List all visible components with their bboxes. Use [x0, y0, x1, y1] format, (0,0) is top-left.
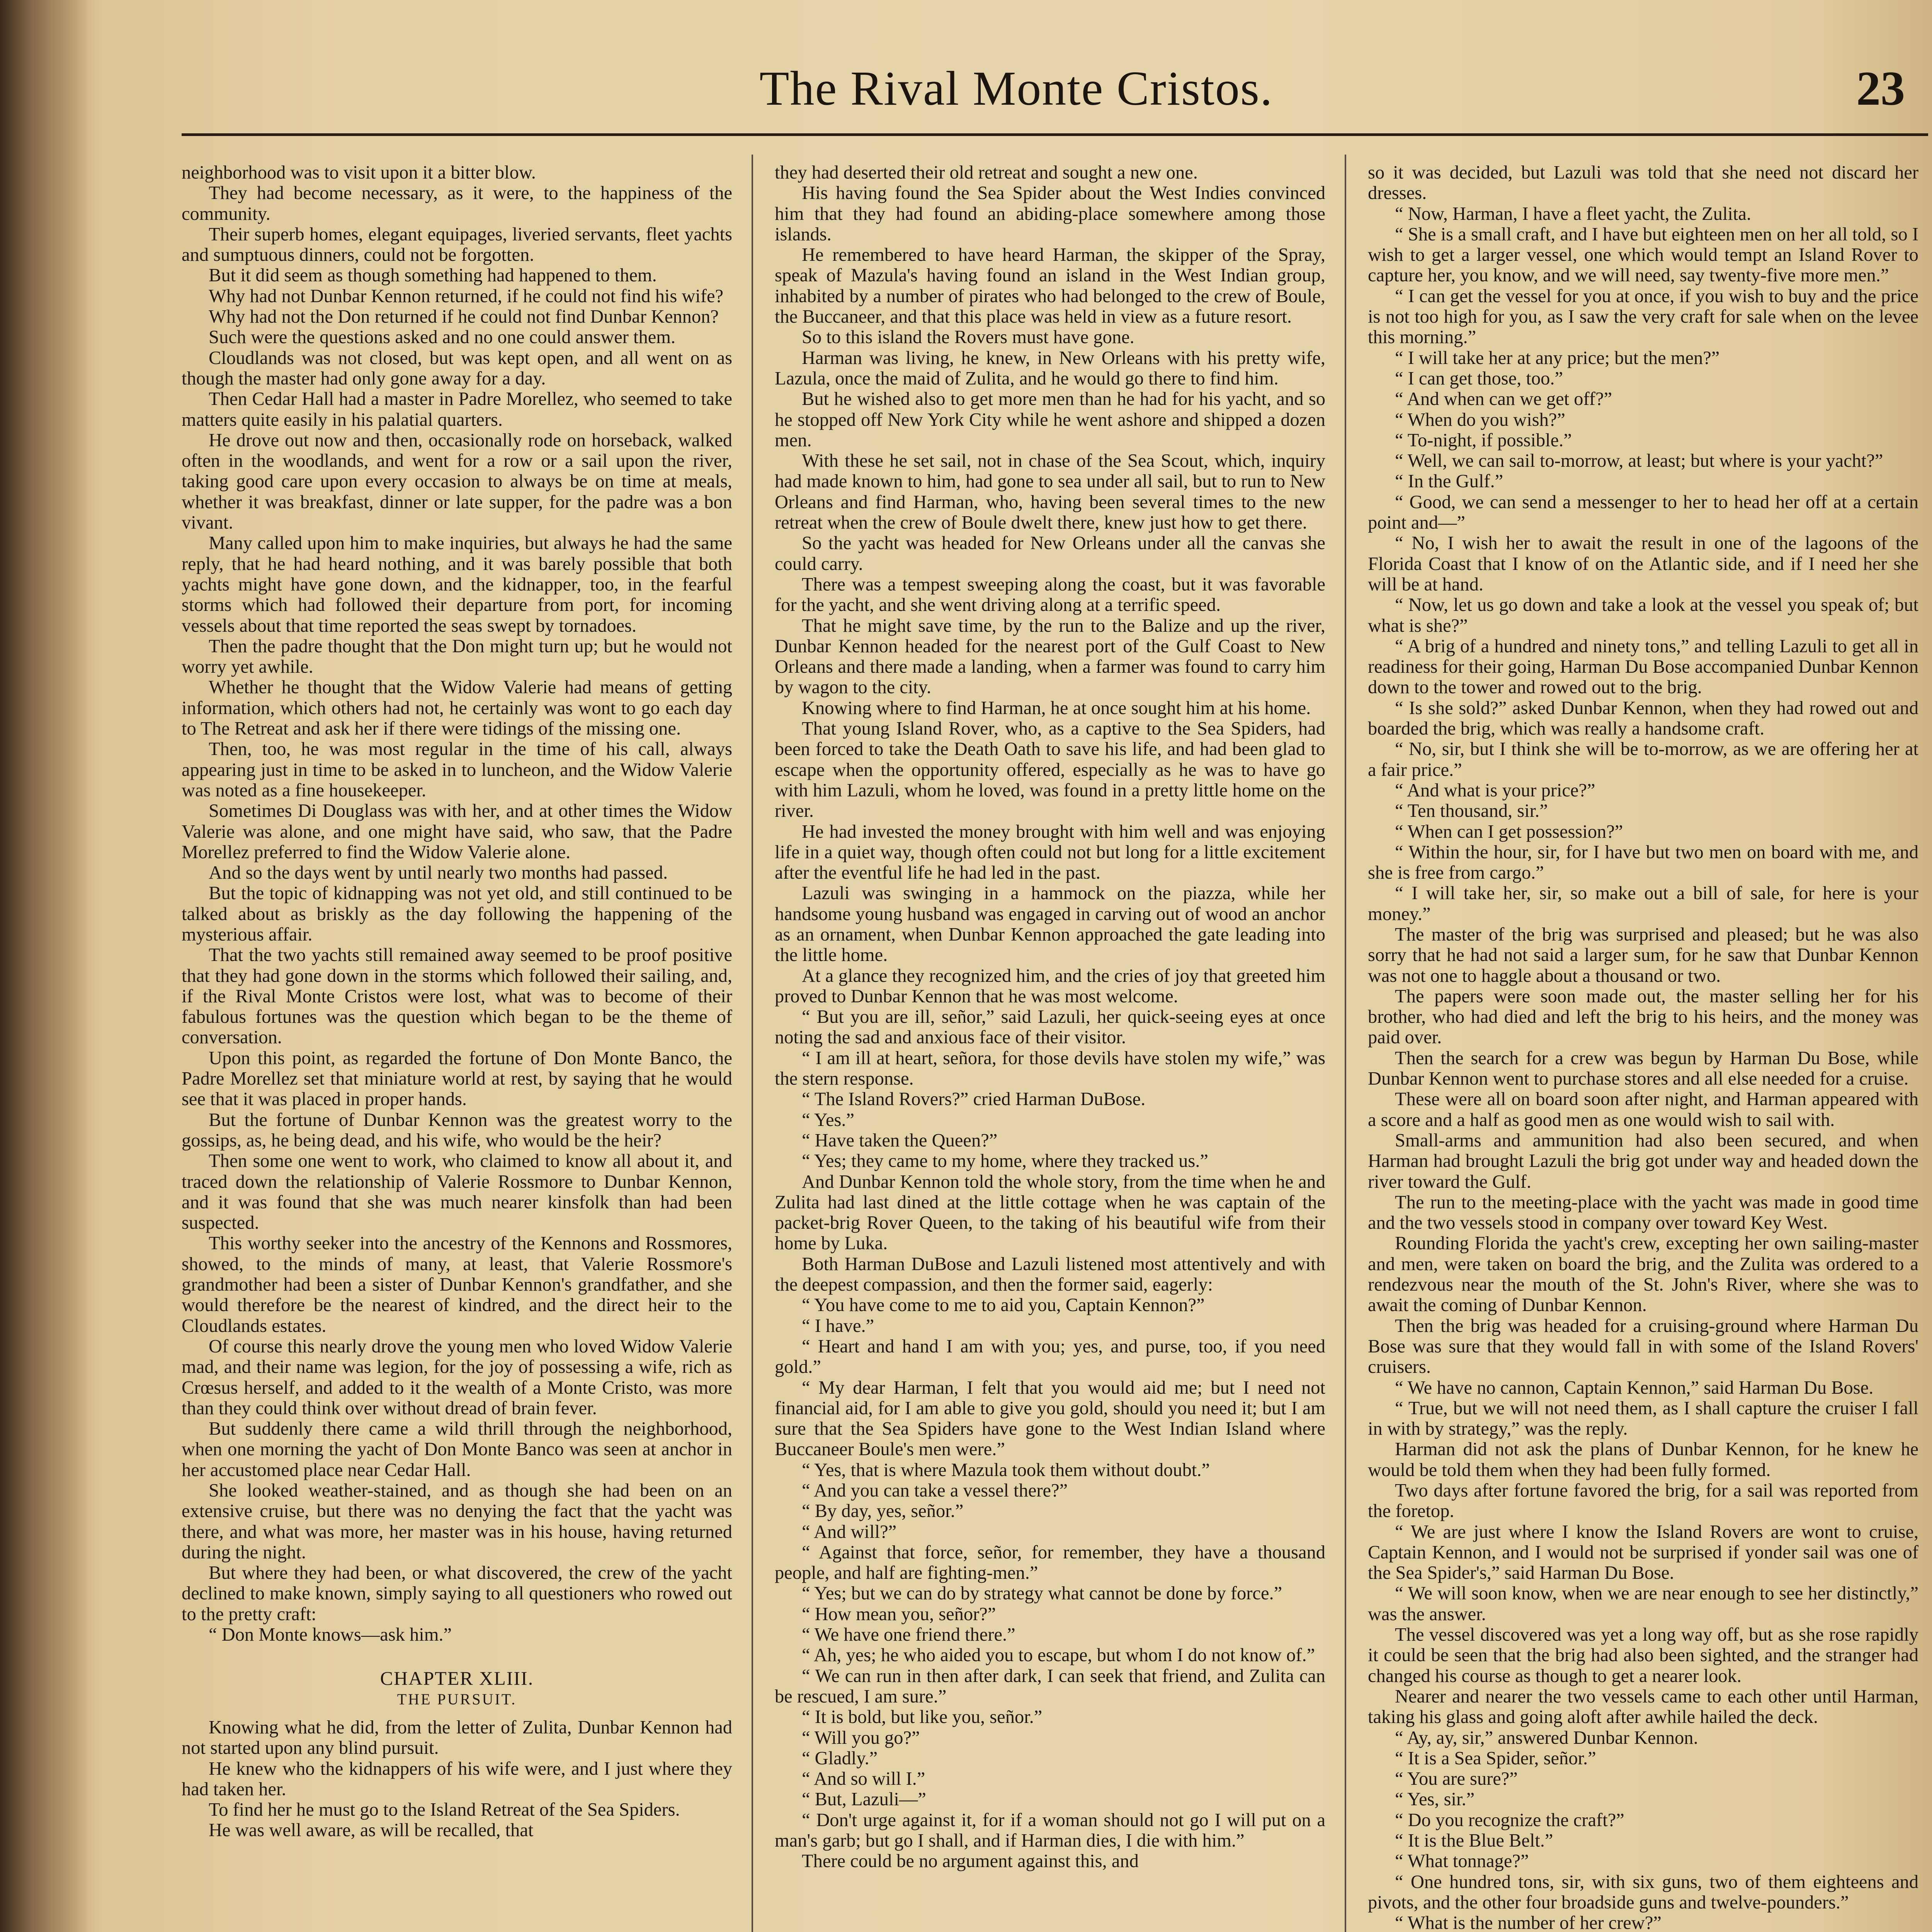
paragraph: The run to the meeting-place with the yacht was made in good time and the two vessels stood in company over toward Key West.: [1368, 1192, 1918, 1233]
paragraph: Many called upon him to make inquiries, but always he had the same reply, that he had heard nothing, and it was barely possible that both yachts might have gone down, and the kidnapper, too, in the fearful storms which had followed their departure from port, for incoming vessels about that time reported the seas swept by tornadoes.: [182, 533, 732, 636]
paragraph: “ I will take her, sir, so make out a bill of sale, for here is your money.”: [1368, 883, 1918, 924]
header-rule: [182, 133, 1928, 136]
paragraph: “ To-night, if possible.”: [1395, 430, 1572, 451]
paragraph: “ When do you wish?”: [1395, 409, 1565, 430]
paragraph: “ Ah, yes; he who aided you to escape, but whom I do not know of.”: [802, 1645, 1315, 1666]
paragraph: “ But, Lazuli—”: [802, 1789, 926, 1810]
paragraph: “ I can get the vessel for you at once, if you wish to buy and the price is not too high for you, as I saw the very craft for sale when on the levee this morning.”: [1368, 286, 1918, 348]
paragraph: Knowing where to find Harman, he at once sought him at his home.: [802, 697, 1311, 718]
paragraph: And Dunbar Kennon told the whole story, from the time when he and Zulita had last dined at the little cottage when he was captain of the packet-brig Rover Queen, to the taking of his beautiful wife from their home by Luka.: [775, 1171, 1325, 1254]
paragraph: The vessel discovered was yet a long way off, but as she rose rapidly it could be seen that the brig had also been sighted, and the stranger had changed his course as though to get a nearer look.: [1368, 1624, 1918, 1686]
paragraph: But suddenly there came a wild thrill through the neighborhood, when one morning the yacht of Don Monte Banco was seen at anchor in her accustomed place near Cedar Hall.: [182, 1418, 732, 1480]
magazine-page: [97, 0, 1932, 1932]
paragraph: Two days after fortune favored the brig, for a sail was reported from the foretop.: [1368, 1480, 1918, 1522]
paragraph: “ Yes; they came to my home, where they tracked us.”: [802, 1151, 1208, 1172]
paragraph: “ I will take her at any price; but the men?”: [1395, 347, 1720, 368]
paragraph: “ Ten thousand, sir.”: [1395, 801, 1548, 821]
paragraph: “ A brig of a hundred and ninety tons,” and telling Lazuli to get all in readiness for their going, Harman Du Bose accompanied Dunbar Kennon down to the tower and rowed out to the brig.: [1368, 636, 1918, 698]
paragraph: Upon this point, as regarded the fortune of Don Monte Banco, the Padre Morellez set that miniature world at rest, by saying that he would see that it was placed in proper hands.: [182, 1048, 732, 1110]
paragraph: There could be no argument against this, and: [802, 1851, 1139, 1872]
paragraph: But he wished also to get more men than he had for his yacht, and so he stopped off New York City while he went ashore and shipped a dozen men.: [775, 389, 1325, 451]
paragraph: Why had not the Don returned if he could not find Dunbar Kennon?: [209, 306, 719, 327]
paragraph: “ Yes; but we can do by strategy what cannot be done by force.”: [802, 1583, 1282, 1604]
paragraph: “ Now, Harman, I have a fleet yacht, the Zulita.: [1395, 203, 1751, 224]
paragraph: “ Within the hour, sir, for I have but two men on board with me, and she is free from cargo.”: [1368, 842, 1918, 883]
paragraph: “ Yes, that is where Mazula took them without doubt.”: [802, 1459, 1210, 1480]
paragraph: But it did seem as though something had happened to them.: [209, 265, 657, 286]
paragraph: Knowing what he did, from the letter of Zulita, Dunbar Kennon had not started upon any blind pursuit.: [182, 1717, 732, 1759]
paragraph: “ We are just where I know the Island Rovers are wont to cruise, Captain Kennon, and I would not be surprised if yonder sail was one of the Sea Spider's,” said Harman Du Bose.: [1368, 1521, 1918, 1583]
paragraph: “ I have.”: [802, 1315, 874, 1336]
paragraph: That he might save time, by the run to the Balize and up the river, Dunbar Kennon headed for the nearest port of the Gulf Coast to New Orleans and there made a landing, when a farmer was found to carry him by wagon to the city.: [775, 615, 1325, 698]
paragraph: “ How mean you, señor?”: [802, 1604, 996, 1624]
paragraph: “ Is she sold?” asked Dunbar Kennon, when they had rowed out and boarded the brig, which was really a handsome craft.: [1368, 697, 1918, 739]
paragraph: “ Good, we can send a messenger to her to head her off at a certain point and—”: [1368, 492, 1918, 533]
paragraph: “ You have come to me to aid you, Captain Kennon?”: [802, 1295, 1205, 1316]
paragraph: “ She is a small craft, and I have but eighteen men on her all told, so I wish to get a larger vessel, one which would tempt an Island Rover to capture her, you know, and we will need, say twenty-five more men.”: [1368, 224, 1918, 286]
paragraph: Why had not Dunbar Kennon returned, if he could not find his wife?: [209, 286, 724, 306]
paragraph: Harman was living, he knew, in New Orleans with his pretty wife, Lazula, once the maid of Zulita, and he would go there to find him.: [775, 347, 1325, 389]
paragraph: He drove out now and then, occasionally rode on horseback, walked often in the woodlands, and went for a row or a sail upon the river, taking good care upon every occasion to always be on time at meals, whether it was breakfast, dinner or late supper, for the padre was a bon vivant.: [182, 430, 732, 533]
paragraph: “ Well, we can sail to-morrow, at least; but where is your yacht?”: [1395, 451, 1883, 471]
column-1: [182, 162, 732, 1932]
paragraph: Then, too, he was most regular in the time of his call, always appearing just in time to be asked in to luncheon, and the Widow Valerie was noted as a fine housekeeper.: [182, 739, 732, 801]
paragraph: Of course this nearly drove the young men who loved Widow Valerie mad, and their name was legion, for the joy of possessing a wife, rich as Crœsus herself, and added to it the wealth of a Monte Cristo, was more than they could think over without dread of brain fever.: [182, 1336, 732, 1418]
paragraph: Lazuli was swinging in a hammock on the piazza, while her handsome young husband was engaged in carving out of wood an anchor as an ornament, when Dunbar Kennon approached the gate leading into the little home.: [775, 883, 1325, 966]
paragraph: He was well aware, as will be recalled, that: [209, 1820, 534, 1841]
paragraph: “ I am ill at heart, señora, for those devils have stolen my wife,” was the stern response.: [775, 1048, 1325, 1089]
paragraph: “ My dear Harman, I felt that you would aid me; but I need not financial aid, for I am able to give you gold, should you need it; but I am sure that the Sea Spiders have gone to the West Indian Island where Buccaneer Boule's men were.”: [775, 1377, 1325, 1460]
paragraph: “ No, I wish her to await the result in one of the lagoons of the Florida Coast that I know of on the Atlantic side, and if I need her she will be at hand.: [1368, 533, 1918, 595]
paragraph: He remembered to have heard Harman, the skipper of the Spray, speak of Mazula's having found an island in the West Indian group, inhabited by a number of pirates who had belonged to the crew of Boule, the Buccaneer, and that this place was held in view as a future resort.: [775, 245, 1325, 327]
paragraph: they had deserted their old retreat and sought a new one.: [775, 162, 1198, 183]
paragraph: “ By day, yes, señor.”: [802, 1501, 964, 1522]
paragraph: “ You are sure?”: [1395, 1769, 1518, 1789]
paragraph: “ Do you recognize the craft?”: [1395, 1810, 1624, 1830]
paragraph: Their superb homes, elegant equipages, liveried servants, fleet yachts and sumptuous dinners, could not be forgotten.: [182, 224, 732, 265]
paragraph: But the topic of kidnapping was not yet old, and still continued to be talked about as briskly as the day following the happening of the mysterious affair.: [182, 883, 732, 945]
paragraph: With these he set sail, not in chase of the Sea Scout, which, inquiry had made known to him, had gone to sea under all sail, but to run to New Orleans and find Harman, who, having been several times to the new retreat when the crew of Boule dwelt there, knew just how to get there.: [775, 451, 1325, 533]
paragraph: There was a tempest sweeping along the coast, but it was favorable for the yacht, and she went driving along at a terrific speed.: [775, 574, 1325, 616]
column-divider: [1345, 155, 1346, 1932]
chapter-subtitle: THE PURSUIT.: [397, 1690, 517, 1708]
paragraph: “ What is the number of her crew?”: [1395, 1913, 1662, 1932]
paragraph: “ Will you go?”: [802, 1727, 920, 1748]
paragraph: Rounding Florida the yacht's crew, excepting her own sailing-master and men, were taken on board the brig, and the Zulita was ordered to a rendezvous near the mouth of the St. John's River, where she was to await the coming of Dunbar Kennon.: [1368, 1233, 1918, 1316]
paragraph: “ What tonnage?”: [1395, 1851, 1529, 1872]
paragraph: Such were the questions asked and no one could answer them.: [209, 327, 676, 348]
paragraph: The master of the brig was surprised and pleased; but he was also sorry that he had not said a larger sum, for he saw that Dunbar Kennon was not one to haggle about a thousand or two.: [1368, 924, 1918, 986]
paragraph: Then the brig was headed for a cruising-ground where Harman Du Bose was sure that they would fall in with some of the Island Rovers' cruisers.: [1368, 1315, 1918, 1378]
paragraph: “ We have one friend there.”: [802, 1624, 1015, 1645]
column-2: [775, 162, 1325, 1932]
paragraph: Then some one went to work, who claimed to know all about it, and traced down the relationship of Valerie Rossmore to Dunbar Kennon, and it was found that she was much nearer kinsfolk than had been suspected.: [182, 1151, 732, 1233]
paragraph: “ We can run in then after dark, I can seek that friend, and Zulita can be rescued, I am sure.”: [775, 1665, 1325, 1707]
paragraph: “ But you are ill, señor,” said Lazuli, her quick-seeing eyes at once noting the sad and anxious face of their visitor.: [775, 1007, 1325, 1048]
paragraph: “ Don Monte knows—ask him.”: [209, 1624, 452, 1645]
column-divider: [752, 155, 753, 1932]
paragraph: At a glance they recognized him, and the cries of joy that greeted him proved to Dunbar Kennon that he was most welcome.: [775, 965, 1325, 1007]
paragraph: So the yacht was headed for New Orleans under all the canvas she could carry.: [775, 533, 1325, 574]
page-number: 23: [1856, 62, 1905, 116]
paragraph: And so the days went by until nearly two months had passed.: [209, 862, 668, 883]
paragraph: “ Yes, sir.”: [1395, 1789, 1475, 1810]
paragraph: Then the padre thought that the Don might turn up; but he would not worry yet awhile.: [182, 636, 732, 677]
paragraph: He had invested the money brought with him well and was enjoying life in a quiet way, though often could not but long for a little excitement after the eventful life he had led in the past.: [775, 821, 1325, 883]
paragraph: To find her he must go to the Island Retreat of the Sea Spiders.: [209, 1799, 680, 1820]
paragraph: “ I can get those, too.”: [1395, 368, 1563, 389]
paragraph: “ Against that force, señor, for remember, they have a thousand people, and half are fighting-men.”: [775, 1542, 1325, 1583]
paragraph: “ And so will I.”: [802, 1769, 925, 1789]
paragraph: “ When can I get possession?”: [1395, 821, 1623, 842]
running-title: The Rival Monte Cristos.: [759, 62, 1273, 116]
paragraph: Then Cedar Hall had a master in Padre Morellez, who seemed to take matters quite easily in his palatial quarters.: [182, 389, 732, 430]
paragraph: “ Don't urge against it, for if a woman should not go I will put on a man's garb; but go I shall, and if Harman dies, I die with him.”: [775, 1810, 1325, 1851]
book-binding-edge: [0, 0, 89, 1932]
paragraph: They had become necessary, as it were, to the happiness of the community.: [182, 183, 732, 224]
paragraph: He knew who the kidnappers of his wife were, and I just where they had taken her.: [182, 1758, 732, 1799]
paragraph: “ Have taken the Queen?”: [802, 1130, 998, 1151]
paragraph: “ It is a Sea Spider, señor.”: [1395, 1748, 1596, 1769]
chapter-title: CHAPTER XLIII.: [380, 1667, 534, 1689]
paragraph: “ And what is your price?”: [1395, 780, 1595, 801]
paragraph: Harman did not ask the plans of Dunbar Kennon, for he knew he would be told them when they had been fully formed.: [1368, 1439, 1918, 1480]
paragraph: Cloudlands was not closed, but was kept open, and all went on as though the master had only gone away for a day.: [182, 347, 732, 389]
paragraph: She looked weather-stained, and as though she had been on an extensive cruise, but there was no denying the fact that the yacht was there, and what was more, her master was in his house, having returned during the night.: [182, 1480, 732, 1563]
paragraph: “ It is bold, but like you, señor.”: [802, 1707, 1043, 1728]
paragraph: Nearer and nearer the two vessels came to each other until Harman, taking his glass and going aloft after awhile hailed the deck.: [1368, 1686, 1918, 1728]
paragraph: “ And will?”: [802, 1521, 897, 1542]
paragraph: “ Yes.”: [802, 1109, 855, 1130]
text-columns: [182, 147, 1928, 1932]
paragraph: But where they had been, or what discovered, the crew of the yacht declined to make known, simply saying to all questioners who rowed out to the pretty craft:: [182, 1563, 732, 1624]
paragraph: These were all on board soon after night, and Harman appeared with a score and a half as good men as one would wish to sail with.: [1368, 1089, 1918, 1130]
paragraph: The papers were soon made out, the master selling her for his brother, who had died and left the brig to his heirs, and the money was paid over.: [1368, 986, 1918, 1048]
paragraph: “ True, but we will not need them, as I shall capture the cruiser I fall in with by strategy,” was the reply.: [1368, 1398, 1918, 1439]
paragraph: “ It is the Blue Belt.”: [1395, 1830, 1553, 1851]
paragraph: neighborhood was to visit upon it a bitter blow.: [182, 162, 536, 183]
paragraph: “ One hundred tons, sir, with six guns, two of them eighteens and pivots, and the other four broadside guns and twelve-pounders.”: [1368, 1871, 1918, 1913]
column-3: [1368, 162, 1918, 1932]
paragraph: This worthy seeker into the ancestry of the Kennons and Rossmores, showed, to the minds of many, at least, that Valerie Rossmore's grandmother had been a sister of Dunbar Kennon's grandfather, and she would therefore be the nearest of kindred, and the direct heir to the Cloudlands estates.: [182, 1233, 732, 1336]
paragraph: “ Heart and hand I am with you; yes, and purse, too, if you need gold.”: [775, 1336, 1325, 1378]
paragraph: “ Ay, ay, sir,” answered Dunbar Kennon.: [1395, 1727, 1698, 1748]
paragraph: So to this island the Rovers must have gone.: [802, 327, 1134, 348]
paragraph: “ The Island Rovers?” cried Harman DuBose.: [802, 1089, 1146, 1110]
paragraph: Then the search for a crew was begun by Harman Du Bose, while Dunbar Kennon went to purchase stores and all else needed for a cruise.: [1368, 1048, 1918, 1089]
paragraph: “ Now, let us go down and take a look at the vessel you speak of; but what is she?”: [1368, 595, 1918, 636]
paragraph: His having found the Sea Spider about the West Indies convinced him that they had found an abiding-place somewhere among those islands.: [775, 183, 1325, 245]
page-header: [97, 0, 1932, 116]
paragraph: That the two yachts still remained away seemed to be proof positive that they had gone down in the storms which followed their sailing, and, if the Rival Monte Cristos were lost, what was to become of their fabulous fortunes was the question which began to be the theme of conversation.: [182, 945, 732, 1048]
paragraph: Small-arms and ammunition had also been secured, and when Harman had brought Lazuli the brig got under way and headed down the river toward the Gulf.: [1368, 1130, 1918, 1192]
paragraph: Sometimes Di Douglass was with her, and at other times the Widow Valerie was alone, and one might have said, who saw, that the Padre Morellez preferred to find the Widow Valerie alone.: [182, 801, 732, 862]
paragraph: But the fortune of Dunbar Kennon was the greatest worry to the gossips, as, he being dead, and his wife, who would be the heir?: [182, 1109, 732, 1151]
paragraph: so it was decided, but Lazuli was told that she need not discard her dresses.: [1368, 162, 1918, 204]
paragraph: “ We have no cannon, Captain Kennon,” said Harman Du Bose.: [1395, 1377, 1874, 1398]
paragraph: “ We will soon know, when we are near enough to see her distinctly,” was the answer.: [1368, 1583, 1918, 1624]
paragraph: “ In the Gulf.”: [1395, 471, 1503, 492]
paragraph: That young Island Rover, who, as a captive to the Sea Spiders, had been forced to take the Death Oath to save his life, and had been glad to escape when the opportunity offered, especially as he was to have go with him Lazuli, whom he loved, was found in a pretty little home on the river.: [775, 718, 1325, 821]
paragraph: “ And when can we get off?”: [1395, 389, 1612, 410]
paragraph: Both Harman DuBose and Lazuli listened most attentively and with the deepest compassion, and then the former said, eagerly:: [775, 1253, 1325, 1295]
paragraph: Whether he thought that the Widow Valerie had means of getting information, which others had not, he certainly was wont to go each day to The Retreat and ask her if there were tidings of the missing one.: [182, 677, 732, 739]
paragraph: “ No, sir, but I think she will be to-morrow, as we are offering her at a fair price.”: [1368, 739, 1918, 780]
paragraph: “ And you can take a vessel there?”: [802, 1480, 1068, 1501]
paragraph: “ Gladly.”: [802, 1748, 878, 1769]
